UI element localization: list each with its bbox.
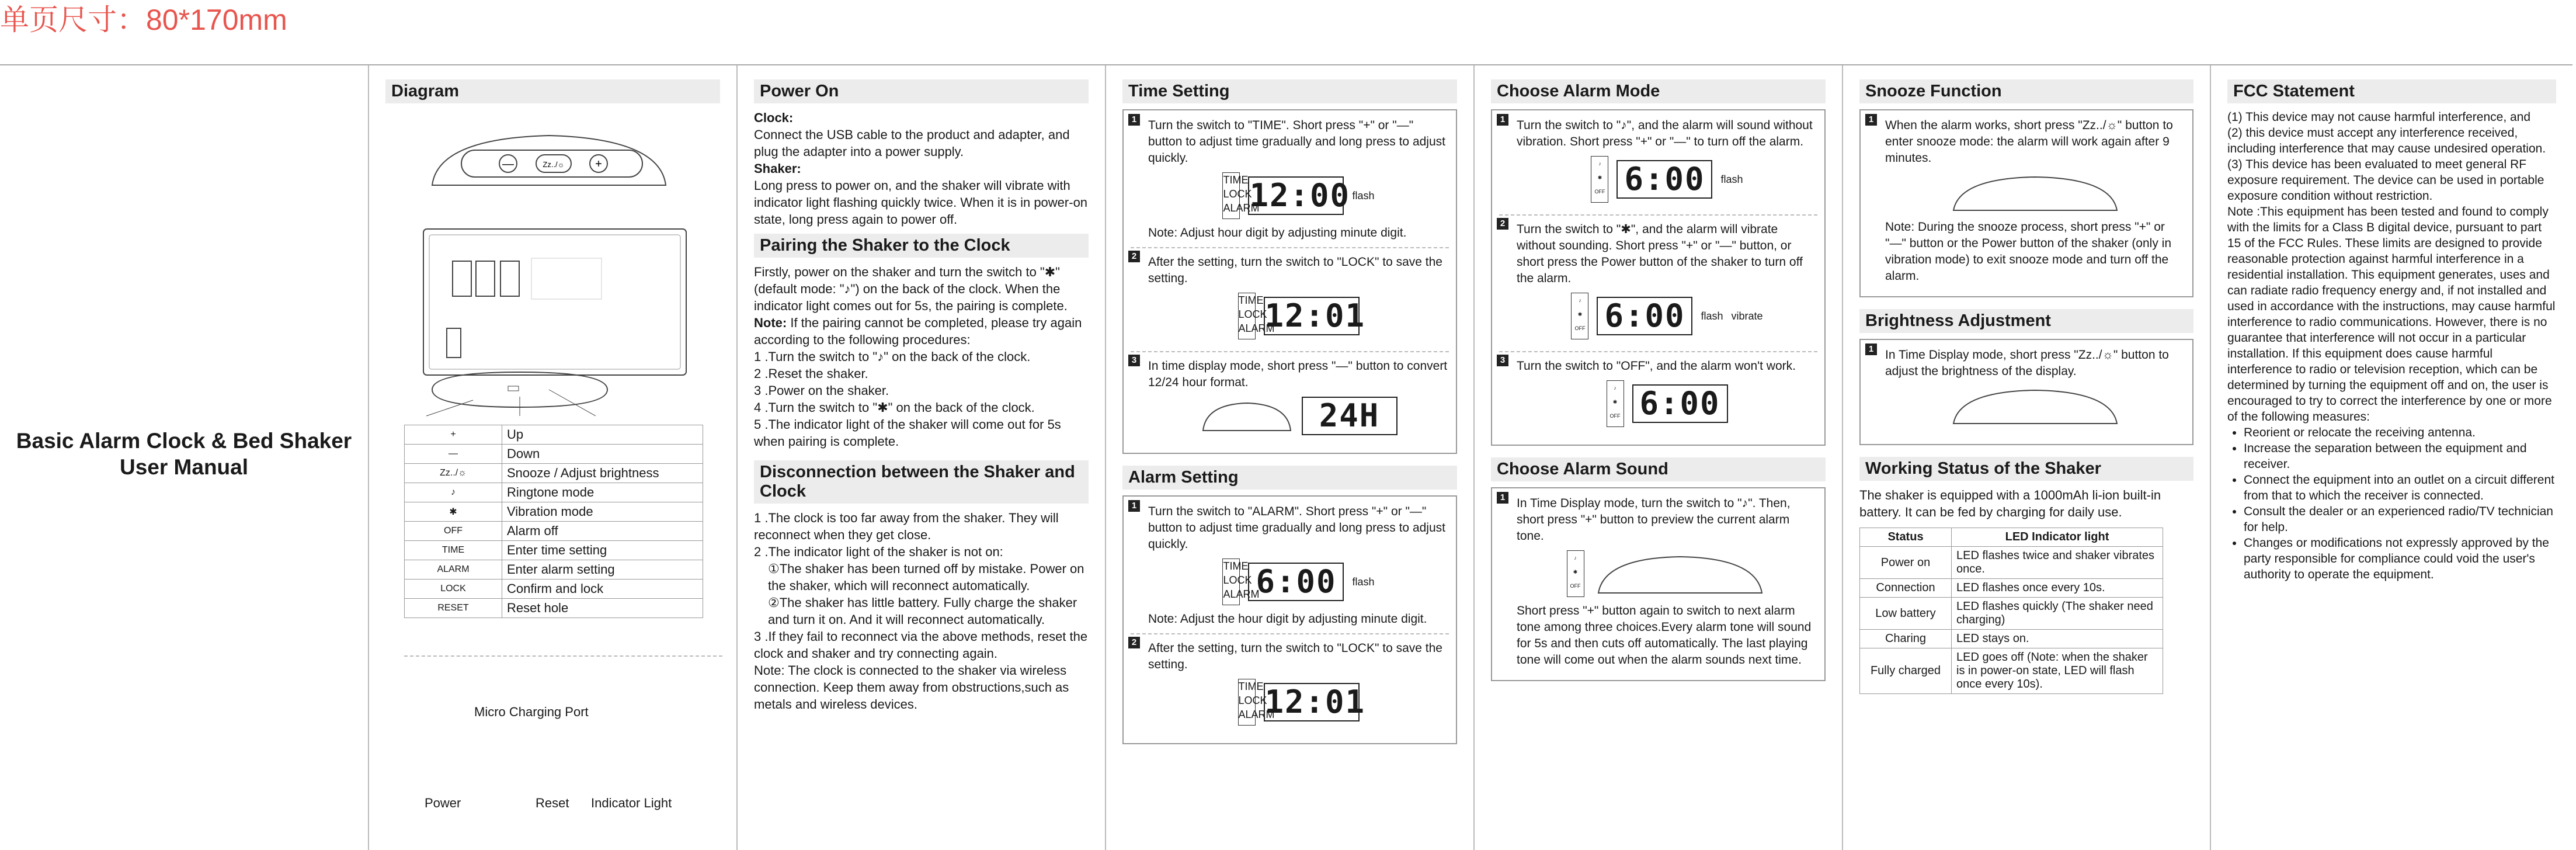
clock-top-icon xyxy=(1200,398,1294,433)
legend-label: Alarm off xyxy=(502,522,703,541)
disconnection-item: 3 .If they fail to reconnect via the above methods, reset the clock and shaker and try connecting again. xyxy=(754,629,1088,661)
status-cell: Power on xyxy=(1860,547,1952,579)
mode-step-3: 3 Turn the switch to "OFF", and the alarm won't work. ♪ ✱ OFF 6:00 xyxy=(1499,358,1817,439)
legend-label: Enter time setting xyxy=(502,541,703,560)
legend-label: Vibration mode xyxy=(502,502,703,522)
snooze-note: Note: During the snooze process, short press "+" or "—" button or the Power button of the shaker (only in vibration mode) to exit snooze mode and turn off the alarm. xyxy=(1885,220,2172,283)
legend-symbol: OFF xyxy=(405,522,502,541)
speaker-grille-icon xyxy=(531,258,602,299)
status-row xyxy=(1860,547,2163,579)
snooze-step-1: 1 When the alarm works, short press "Zz../☼" button to enter snooze mode: the alarm will work again after 9 minutes. Note: During the snooze process, short press "+" or "—" button or the Power button of the shaker (only in vibration mode) to exit snooze mode and turn off the alarm. xyxy=(1868,117,2185,290)
legend-row xyxy=(405,599,703,618)
lcd-display: 6:00 xyxy=(1597,297,1692,335)
pairing-step: 2 .Reset the shaker. xyxy=(754,366,868,381)
fcc-paragraph: (2) this device must accept any interference received, including interference that may cause undesired operation. xyxy=(2227,126,2546,155)
legend-row xyxy=(405,522,703,541)
time-setting-box xyxy=(1122,109,1457,454)
legend-row xyxy=(405,560,703,580)
legend-symbol: Zz../☼ xyxy=(405,464,502,483)
lcd-display: 6:00 xyxy=(1616,160,1712,199)
legend-row xyxy=(405,483,703,502)
fcc-measure-item: • Connect the equipment into an outlet on a circuit different from that to which the receiver is connected. xyxy=(2244,472,2556,504)
disconnection-item: 1 .The clock is too far away from the shaker. They will reconnect when they get close. xyxy=(754,511,1059,542)
legend-label: Up xyxy=(502,425,703,445)
legend-row xyxy=(405,445,703,464)
pairing-step: 1 .Turn the switch to "♪" on the back of the clock. xyxy=(754,349,1031,364)
disconnection-subitem: ①The shaker has been turned off by mistake. Power on the shaker, which will reconnect automatically. xyxy=(768,561,1084,593)
pairing-header: Pairing the Shaker to the Clock xyxy=(754,234,1089,258)
led-cell: LED goes off (Note: when the shaker is in power-on state, LED will flash once every 10s). xyxy=(1952,648,2163,694)
pairing-step: 4 .Turn the switch to "✱" on the back of the clock. xyxy=(754,400,1035,415)
snooze-panel xyxy=(1842,65,2210,850)
time-step-3: 3 In time display mode, short press "—" button to convert 12/24 hour format. 24H xyxy=(1131,358,1449,447)
legend-symbol: TIME xyxy=(405,541,502,560)
legend-symbol: — xyxy=(405,445,502,464)
legend-label: Reset hole xyxy=(502,599,703,618)
legend-label: Ringtone mode xyxy=(502,483,703,502)
time-step-2: 2 After the setting, turn the switch to "LOCK" to save the setting. TIME LOCK ALARM 12:01 xyxy=(1131,254,1449,352)
lcd-display: 12:00 xyxy=(1249,177,1351,214)
diagram-header: Diagram xyxy=(385,79,720,103)
led-cell: LED flashes quickly (The shaker need charging) xyxy=(1952,598,2163,630)
up-button-label: + xyxy=(595,158,602,171)
reset-label: Reset xyxy=(536,796,569,810)
alarm-step-2: 2 After the setting, turn the switch to "LOCK" to save the setting. TIME LOCK ALARM 12:01 xyxy=(1131,640,1449,737)
legend-symbol: ALARM xyxy=(405,560,502,580)
fcc-measure-item: • Increase the separation between the equipment and receiver. xyxy=(2244,440,2556,472)
clock-top-icon xyxy=(1948,172,2123,213)
alarm-mode-header: Choose Alarm Mode xyxy=(1491,79,1826,103)
fcc-paragraph: (1) This device may not cause harmful interference, and xyxy=(2227,110,2531,124)
power-panel xyxy=(736,65,1105,850)
clock-illustration xyxy=(385,109,721,436)
clock-label: Clock: xyxy=(754,110,794,125)
time-step-note: Note: Adjust hour digit by adjusting minute digit. xyxy=(1148,226,1407,240)
time-setting-panel xyxy=(1105,65,1473,850)
lcd-display: 6:00 xyxy=(1248,563,1344,601)
led-cell: LED flashes twice and shaker vibrates once. xyxy=(1952,547,2163,579)
disconnection-subitem: ②The shaker has little battery. Fully charge the shaker and turn it on. And it will reconnect automatically. xyxy=(768,595,1077,627)
legend-row xyxy=(405,464,703,483)
legend-row xyxy=(405,425,703,445)
shaker-label: Shaker: xyxy=(754,161,801,176)
vibrate-label: vibrate xyxy=(1731,310,1763,322)
fcc-measure-item: • Changes or modifications not expressly approved by the party responsible for compliance could void the user's authority to operate the equipment. xyxy=(2244,535,2556,582)
disconnection-note: Note: The clock is connected to the shaker via wireless connection. Keep them away from obstructions,such as metals and wireless devices. xyxy=(754,663,1069,712)
time-setting-header: Time Setting xyxy=(1122,79,1457,103)
snooze-button-label: Zz../☼ xyxy=(543,160,565,169)
alarm-setting-box xyxy=(1122,495,1457,744)
alarm-mode-panel xyxy=(1473,65,1842,850)
lcd-display: 12:01 xyxy=(1264,297,1366,334)
flash-label: flash xyxy=(1720,174,1743,185)
disconnection-item: 2 .The indicator light of the shaker is not on: xyxy=(754,544,1003,559)
lcd-display: 24H xyxy=(1302,397,1397,435)
fcc-panel xyxy=(2210,65,2572,850)
snooze-box xyxy=(1859,109,2193,297)
lcd-display: 12:01 xyxy=(1264,684,1366,720)
legend-label: Snooze / Adjust brightness xyxy=(502,464,703,483)
mode-step-1: 1 Turn the switch to "♪", and the alarm will sound without vibration. Short press "+" or "—" to turn off the alarm. ♪ ✱ OFF 6:00 flash xyxy=(1499,117,1817,216)
time-step-1: 1 Turn the switch to "TIME". Short press "+" or "—" button to adjust time gradually and long press to adjust quickly. TIME LOCK ALARM 12:00 flash Note: Adjust hour digit by adjusting minute digit. xyxy=(1131,117,1449,248)
led-cell: LED stays on. xyxy=(1952,630,2163,648)
legend-symbol: + xyxy=(405,425,502,445)
legend-label: Confirm and lock xyxy=(502,580,703,599)
button-legend-table xyxy=(404,425,703,618)
status-column-header: Status xyxy=(1860,528,1952,547)
cover-title-line2: User Manual xyxy=(119,455,248,479)
legend-row xyxy=(405,502,703,522)
shaker-text: Long press to power on, and the shaker will vibrate with indicator light flashing quickly twice. When it is in power-on state, long press again to power off. xyxy=(754,178,1088,227)
cover-panel xyxy=(0,65,368,850)
alarm-sound-box xyxy=(1491,487,1826,681)
legend-symbol: ♪ xyxy=(405,483,502,502)
pairing-note-text: If the pairing cannot be completed, please try again according to the following procedures: xyxy=(754,315,1082,347)
sound-step-text: Short press "+" button again to switch to next alarm tone among three choices.Every alarm tone will sound for 5s and then cuts off automatically. The last playing tone will come out when the alarm sounds next time. xyxy=(1517,604,1812,667)
alarm-step-note: Note: Adjust the hour digit by adjusting minute digit. xyxy=(1148,612,1427,626)
legend-symbol: ✱ xyxy=(405,502,502,522)
alarm-step-1: 1 Turn the switch to "ALARM". Short press "+" or "—" button to adjust time gradually and long press to adjust quickly. TIME LOCK ALARM 6:00 flash Note: Adjust the hour digit by adjusting minute digit. xyxy=(1131,504,1449,634)
status-cell: Connection xyxy=(1860,579,1952,598)
status-cell: Fully charged xyxy=(1860,648,1952,694)
status-row xyxy=(1860,598,2163,630)
power-on-header: Power On xyxy=(754,79,1089,103)
status-row xyxy=(1860,579,2163,598)
legend-symbol: LOCK xyxy=(405,580,502,599)
status-row xyxy=(1860,630,2163,648)
flash-label: flash xyxy=(1701,310,1723,322)
disconnection-header: Disconnection between the Shaker and Clock xyxy=(754,460,1089,504)
fcc-header: FCC Statement xyxy=(2227,79,2556,103)
mode-switch-icon: TIME LOCK ALARM xyxy=(1222,172,1240,219)
clock-text: Connect the USB cable to the product and adapter, and plug the adapter into a power supply. xyxy=(754,127,1070,159)
legend-symbol: RESET xyxy=(405,599,502,618)
cover-title-line1: Basic Alarm Clock & Bed Shaker xyxy=(16,429,352,453)
legend-label: Enter alarm setting xyxy=(502,560,703,580)
lcd-display: 6:00 xyxy=(1632,384,1728,423)
fcc-paragraph: (3) This device has been evaluated to meet general RF exposure requirement. The device can be used in portable exposure condition without restriction. xyxy=(2227,158,2544,203)
flash-label: flash xyxy=(1352,576,1375,588)
shaker-status-intro: The shaker is equipped with a 1000mAh li-ion built-in battery. It can be fed by charging for daily use. xyxy=(1859,488,2161,519)
legend-row xyxy=(405,580,703,599)
status-cell: Low battery xyxy=(1860,598,1952,630)
fcc-measure-item: • Consult the dealer or an experienced radio/TV technician for help. xyxy=(2244,504,2556,535)
cover-title xyxy=(0,428,368,480)
power-label: Power xyxy=(425,796,461,810)
fcc-note: Note :This equipment has been tested and found to comply with the limits for a Class B digital device, pursuant to part 15 of the FCC Rules. These limits are designed to provide reasonable protection against harmful interference in a residential installation. This equipment generates, uses and can radiate radio frequency energy and, if not installed and used in accordance with the instructions, may cause harmful interference to radio communications. However, there is no guarantee that interference will not occur in a particular installation. If this equipment does cause harmful interference to radio or television reception, which can be determined by turning the equipment off and on, the user is encouraged to try to correct the interference by one or more of the following measures: xyxy=(2227,205,2556,424)
pairing-step: 5 .The indicator light of the shaker will come out for 5s when pairing is complete. xyxy=(754,417,1061,449)
snooze-header: Snooze Function xyxy=(1859,79,2193,103)
flash-label: flash xyxy=(1352,190,1375,202)
led-cell: LED flashes once every 10s. xyxy=(1952,579,2163,598)
charging-port-label: Micro Charging Port xyxy=(474,705,589,719)
sound-step-1: 1 In Time Display mode, turn the switch to "♪". Then, short press "+" button to preview the current alarm tone. ♪ ✱ OFF Short press "+" button again to switch to next alarm tone among three choices.Every alarm tone will sound for 5s and then cuts off automatically. The last playing tone will come out when the alarm sounds next time. xyxy=(1499,495,1817,674)
manual-sheet xyxy=(0,64,2572,850)
down-button-label: — xyxy=(502,158,514,171)
alarm-setting-header: Alarm Setting xyxy=(1122,466,1457,490)
legend-label: Down xyxy=(502,445,703,464)
indicator-light-label: Indicator Light xyxy=(591,796,672,810)
legend-row xyxy=(405,541,703,560)
clock-top-icon xyxy=(1593,552,1768,596)
page-size-note: 单页尺寸：80*170mm xyxy=(0,4,287,36)
pairing-note-label: Note: xyxy=(754,315,787,330)
fcc-measures-list xyxy=(2227,425,2556,582)
clock-back-outline xyxy=(423,229,686,375)
shaker-status-header: Working Status of the Shaker xyxy=(1859,457,2193,481)
shaker-status-table xyxy=(1859,528,2163,694)
status-cell: Charing xyxy=(1860,630,1952,648)
alarm-mode-box xyxy=(1491,109,1826,446)
diagram-panel xyxy=(368,65,736,850)
led-column-header: LED Indicator light xyxy=(1952,528,2163,547)
brightness-header: Brightness Adjustment xyxy=(1859,309,2193,333)
pairing-step: 3 .Power on the shaker. xyxy=(754,383,889,398)
mode-step-2: 2 Turn the switch to "✱", and the alarm will vibrate without sounding. Short press "+" or "—" button, or short press the Power button of the shaker to turn off the alarm. ♪ ✱ OFF 6:00 flash vibrate xyxy=(1499,221,1817,352)
fcc-measure-item: • Reorient or relocate the receiving antenna. xyxy=(2244,425,2556,440)
status-row xyxy=(1860,648,2163,694)
brightness-step-1: 1 In Time Display mode, short press "Zz../☼" button to adjust the brightness of the display. xyxy=(1868,347,2185,438)
pairing-text: Firstly, power on the shaker and turn the switch to "✱" (default mode: "♪") on the back of the clock. When the indicator light comes out for 5s, the pairing is complete. xyxy=(754,265,1068,313)
clock-top-icon xyxy=(1948,386,2123,426)
brightness-box xyxy=(1859,339,2193,445)
alarm-sound-header: Choose Alarm Sound xyxy=(1491,457,1826,481)
